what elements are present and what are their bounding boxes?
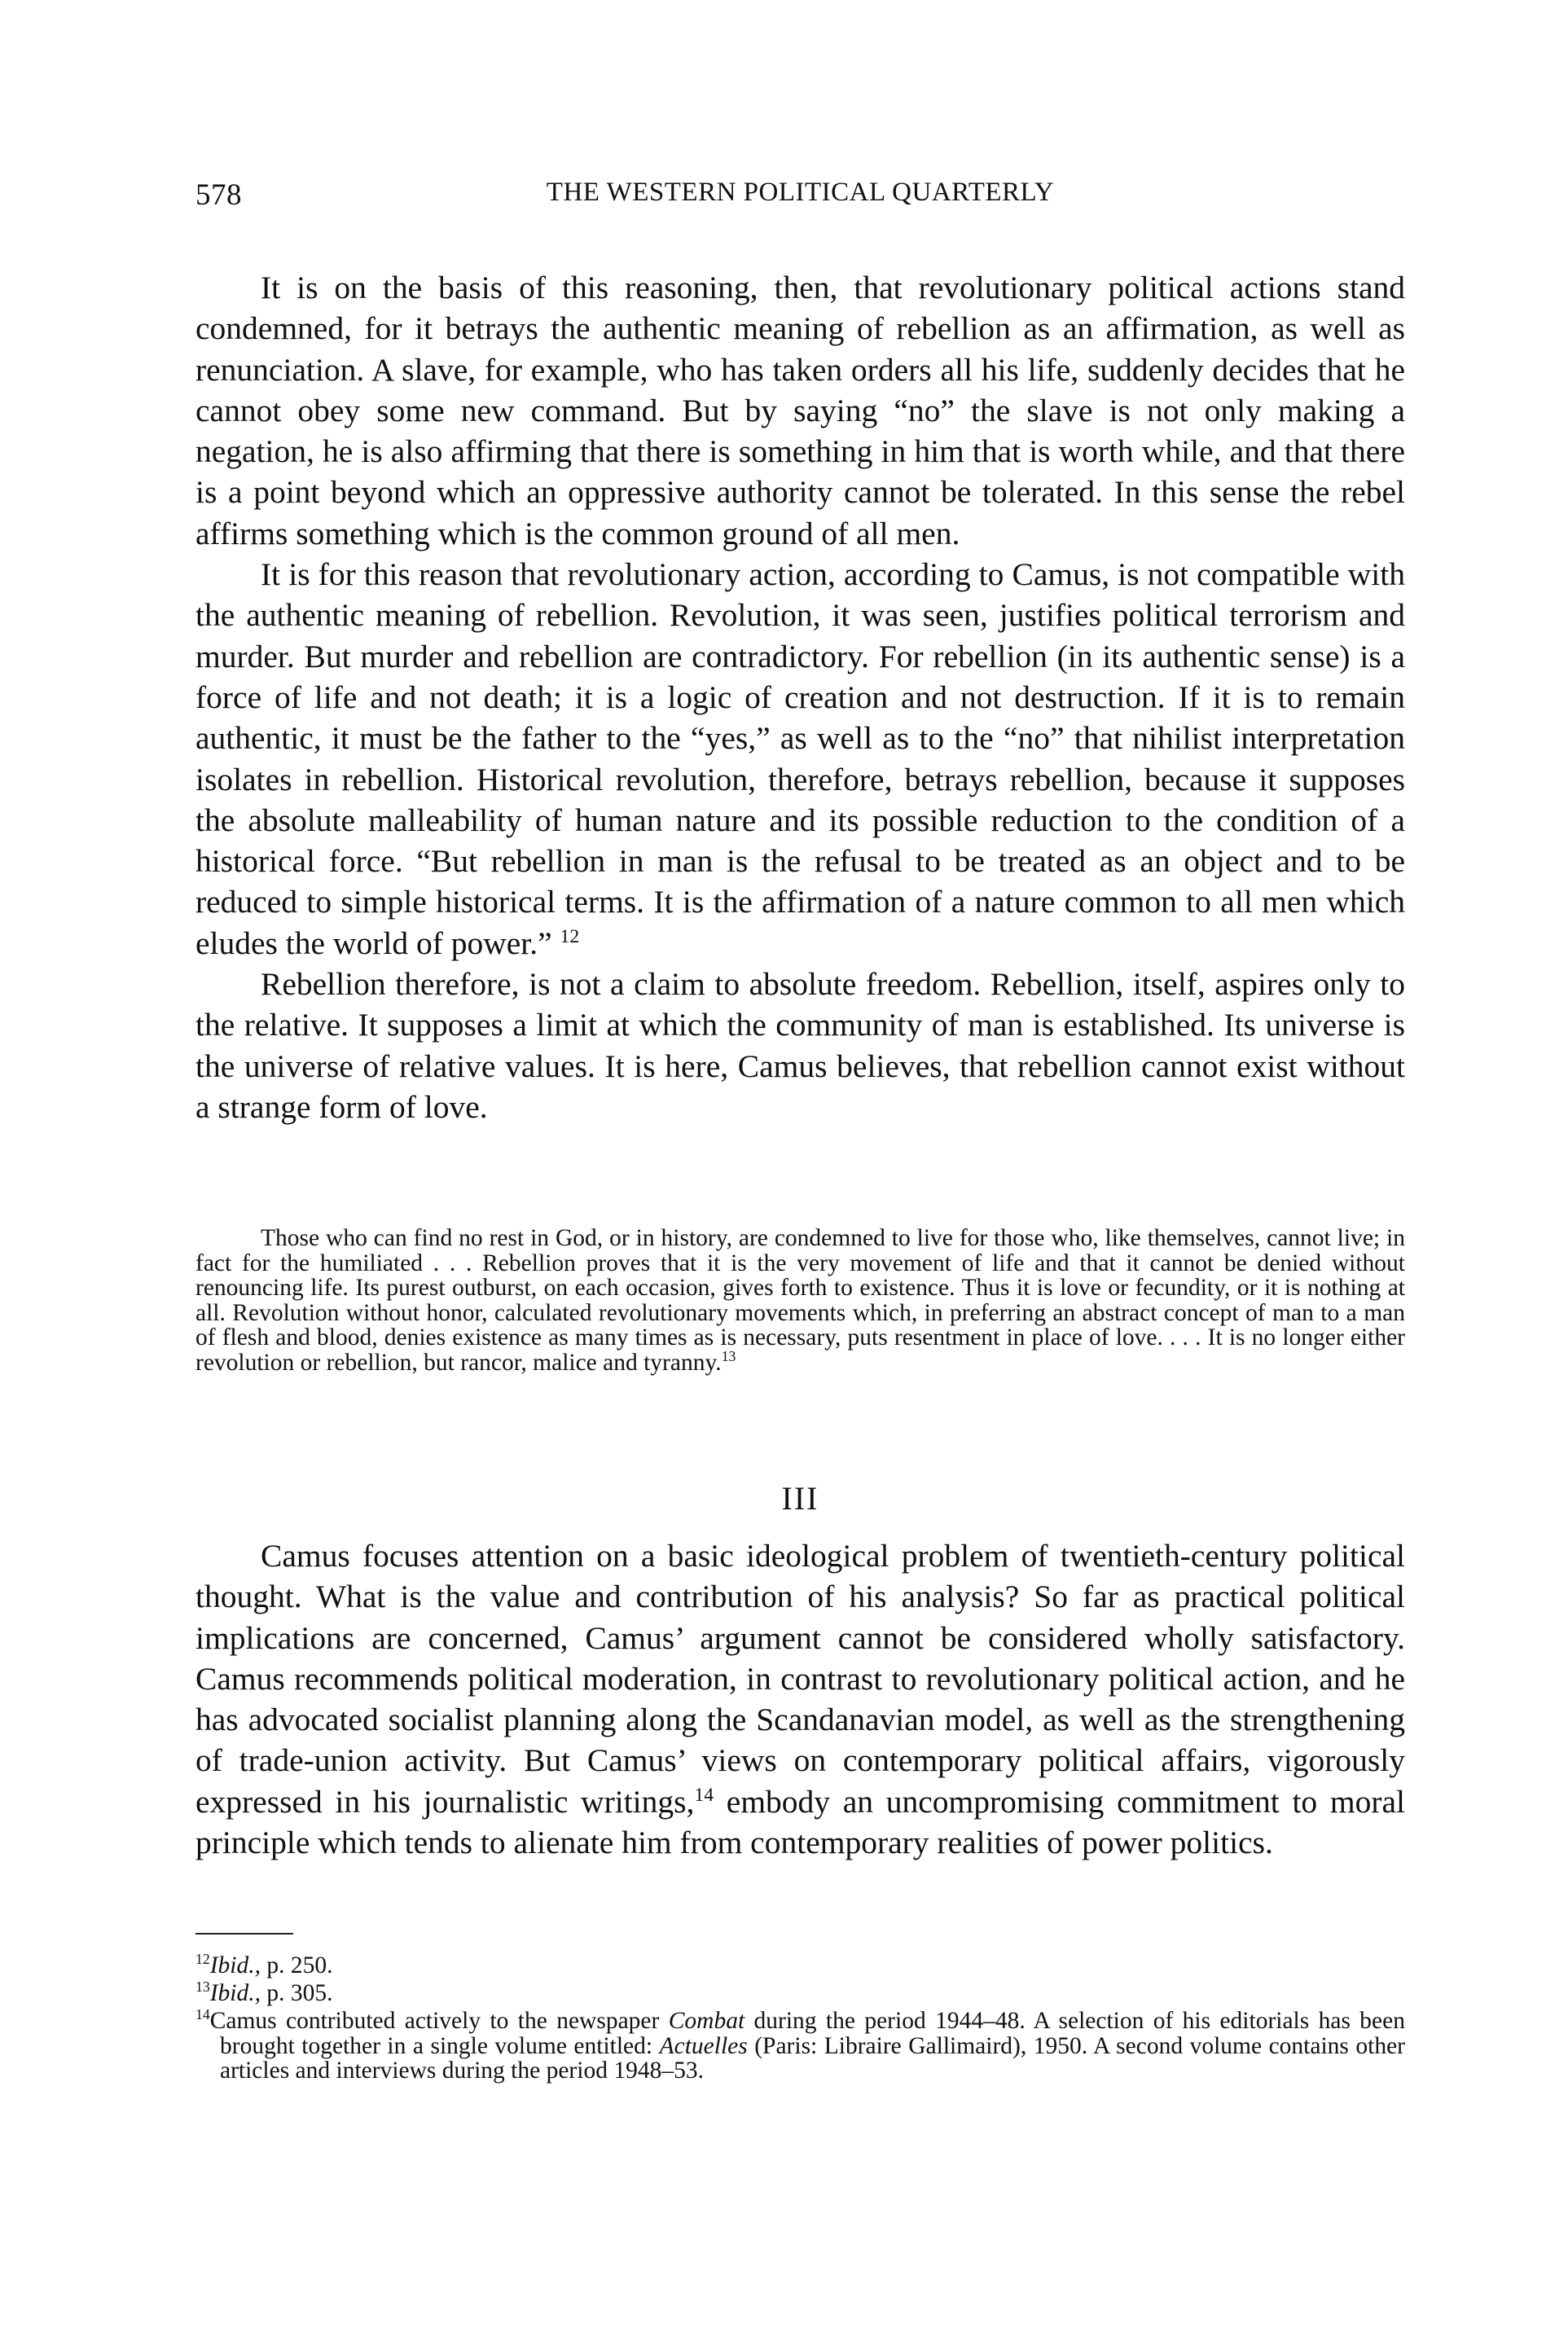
paragraph-4: Camus focuses attention on a basic ideological problem of twentieth-century political thought. What is the value and contribution of his analysis? So far as practical political implications are concerned, Camus’ argument cannot be considered wholly satisfactory. Camus recommends political moderation, in contrast to revolutionary political action, and he has advocated socialist planning along the Scandanavian model, as well as the strengthening of trade-union activity. But Camus’ views on contemporary political affairs, vigorously expressed in his journalistic writings,$^{14}$ embody an uncompromising commitment to moral principle which tends to alienate him from contemporary realities of power politics. (195, 1538, 1406, 1861)
block-quote: Those who can find no rest in God, or in history, are condemned to live for those who, like themselves, cannot live; in fact for the humiliated . . . Rebellion proves that it is the very movement of life and that it cannot be denied without renouncing life. Its purest outburst, on each occasion, gives forth to existence. Thus it is love or fecundity, or it is nothing at all. Revolution without honor, calculated revolutionary movements which, in preferring an abstract concept of man to a man of flesh and blood, denies existence as many times as is necessary, puts resentment in place of love. . . . It is no longer either revolution or rebellion, but rancor, malice and tyranny.$^{13}$ (195, 1225, 1405, 1376)
footnote-ref-13: 13 (721, 1348, 736, 1365)
body-text-section-3 (195, 1535, 1405, 1863)
footnote-13: $^{13}$Ibid., p. 305. (195, 1978, 333, 2007)
paragraph-2: It is for this reason that revolutionary action, according to Camus, is not compatible with the authentic meaning of rebellion. Revolution, it was seen, justifies political terrorism and murder. But murder and rebellion are contradictory. For rebellion (in its authentic sense) is a force of life and not death; it is a logic of creation and not destruction. If it is to remain authentic, it must be the father to the “yes,” as well as to the “no” that nihilist interpretation isolates in rebellion. Historical revolution, therefore, betrays rebellion, because it supposes the absolute malleability of human nature and its possible reduction to the condition of a historical force. “But rebellion in man is the refusal to be treated as an object and to be reduced to simple historical terms. It is the affirmation of a nature common to all men which eludes the world of power.” $^{12}$ (195, 556, 1405, 961)
page-number: 578 (195, 178, 242, 212)
footnotes (195, 1953, 1405, 2086)
body-text-top (195, 267, 1405, 1127)
footnote-14: $^{14}$Camus contributed actively to the newspaper Combat during the period 1944–48. A selection of his editorials has been brought together in a single volume entitled: Actuelles (Paris: Libraire Gallimaird), 1950. A second volume contains other articles and interviews during the period 1948–53. (195, 2006, 1405, 2084)
footnote-rule (195, 1933, 293, 1935)
footnote-ref-12: 12 (560, 925, 580, 947)
paragraph-1: It is on the basis of this reasoning, then, that revolutionary political actions stand condemned, for it betrays the authentic meaning of rebellion as an affirmation, as well as renunciation. A slave, for example, who has taken orders all his life, suddenly decides that he cannot obey some new command. But by saying “no” the slave is not only making a negation, he is also affirming that there is something in him that is worth while, and that there is a point beyond which an oppressive authority cannot be tolerated. In this sense the rebel affirms something which is the common ground of all men. (195, 270, 1405, 551)
footnote-12: $^{12}$Ibid., p. 250. (195, 1951, 333, 1978)
running-head: THE WESTERN POLITICAL QUARTERLY (546, 178, 1055, 207)
footnote-ref-14: 14 (694, 1784, 714, 1806)
page-header (195, 178, 1405, 218)
section-heading: III (781, 1480, 819, 1517)
paragraph-3: Rebellion therefore, is not a claim to absolute freedom. Rebellion, itself, aspires only to the relative. It supposes a limit at which the community of man is established. Its universe is the universe of relative values. It is here, Camus believes, that rebellion cannot exist without a strange form of love. (195, 966, 1405, 1125)
